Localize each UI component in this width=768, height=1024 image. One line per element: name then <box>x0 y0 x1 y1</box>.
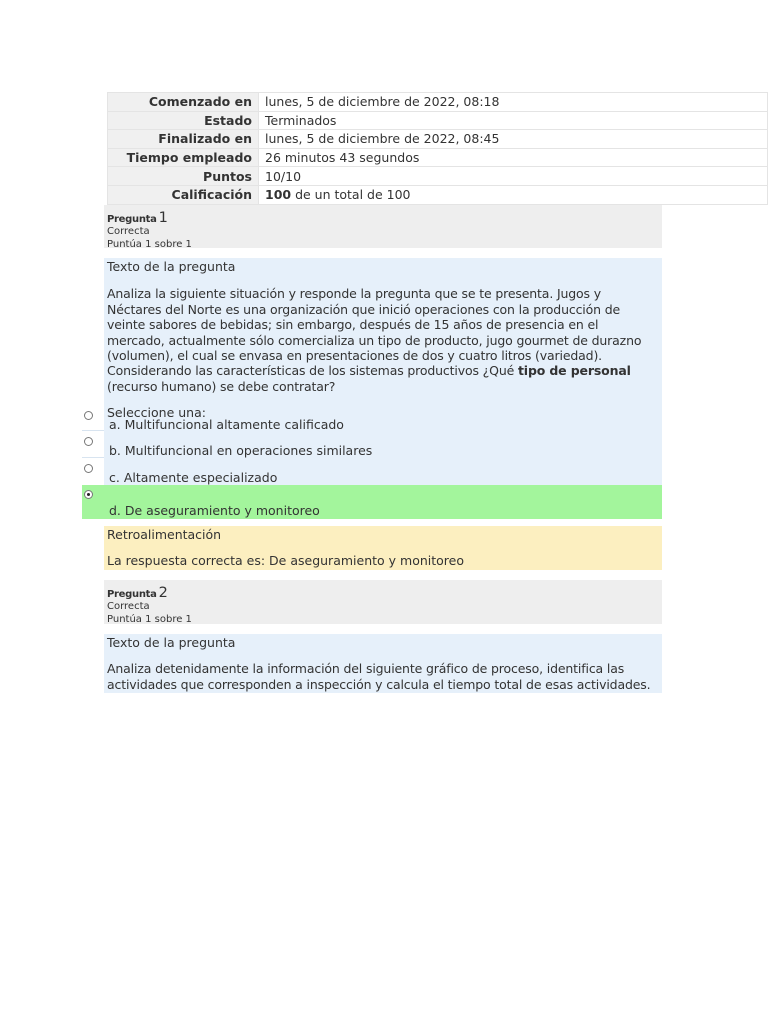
summary-key: Puntos <box>108 167 259 186</box>
question-text-heading: Texto de la pregunta <box>107 259 236 274</box>
question-prompt: Seleccione una: <box>107 405 206 421</box>
option-a-radio[interactable] <box>84 411 93 420</box>
question-status: Correcta <box>107 226 150 237</box>
question-label: Pregunta <box>107 214 157 225</box>
option-c-label[interactable]: c. Altamente especializado <box>109 470 278 485</box>
summary-row-started <box>108 93 768 112</box>
question-body-bold: tipo de personal <box>517 363 631 379</box>
question-score: Puntúa 1 sobre 1 <box>107 238 192 250</box>
feedback-text: La respuesta correcta es: De aseguramiento y monitoreo <box>107 553 464 568</box>
grade-total: de un total de 100 <box>291 187 411 203</box>
option-c-radio[interactable] <box>84 464 93 473</box>
question-1-feedback <box>104 526 662 570</box>
summary-value: Terminados <box>259 111 768 130</box>
summary-value: 10/10 <box>259 167 768 186</box>
question-number: 1 <box>158 210 168 226</box>
summary-row-state <box>108 111 768 130</box>
question-body-part2: (recurso humano) se debe contratar? <box>107 378 336 394</box>
question-body-part1: Analiza la siguiente situación y responde la pregunta que se te presenta. Jugos y Néctares del Norte es una organización que inició operaciones con la producción de veinte sabores de bebidas; sin embargo, después de 15 años de presencia en el mercado, actualmente sólo comercializa un tipo de producto, jugo gourmet de durazno (volumen), el cual se envasa en presentaciones de dos y cuatro litros (variedad). Considerando las características de los sistemas productivos ¿Qué <box>107 286 642 379</box>
summary-value: 26 minutos 43 segundos <box>259 148 768 167</box>
question-number: 2 <box>158 585 168 601</box>
question-body <box>107 286 659 394</box>
attempt-summary-table <box>107 92 768 205</box>
option-separator <box>82 457 104 458</box>
option-d-label[interactable]: d. De aseguramiento y monitoreo <box>109 503 320 518</box>
question-label: Pregunta <box>107 589 157 600</box>
summary-key: Comenzado en <box>108 93 259 112</box>
question-text-heading: Texto de la pregunta <box>107 635 236 650</box>
summary-row-finished <box>108 130 768 149</box>
summary-key: Finalizado en <box>108 130 259 149</box>
option-separator <box>82 430 104 431</box>
summary-value: lunes, 5 de diciembre de 2022, 08:45 <box>259 130 768 149</box>
summary-value: lunes, 5 de diciembre de 2022, 08:18 <box>259 93 768 112</box>
question-1-info <box>104 205 662 248</box>
summary-key: Estado <box>108 111 259 130</box>
feedback-heading: Retroalimentación <box>107 527 222 542</box>
summary-row-grade <box>108 185 768 204</box>
grade-value: 100 <box>265 187 292 203</box>
summary-key: Calificación <box>108 185 259 204</box>
question-2-info <box>104 580 662 624</box>
option-b-label[interactable]: b. Multifuncional en operaciones similares <box>109 443 373 458</box>
summary-row-points <box>108 167 768 186</box>
option-b-radio[interactable] <box>84 437 93 446</box>
summary-row-time <box>108 148 768 167</box>
question-2-text <box>104 634 662 693</box>
summary-value <box>259 185 768 204</box>
option-d-radio-selected[interactable] <box>84 490 93 499</box>
question-status: Correcta <box>107 601 150 612</box>
summary-key: Tiempo empleado <box>108 148 259 167</box>
question-score: Puntúa 1 sobre 1 <box>107 613 192 625</box>
option-a-label[interactable]: a. Multifuncional altamente calificado <box>109 417 344 432</box>
question-body: Analiza detenidamente la información del siguiente gráfico de proceso, identifica las actividades que corresponden a inspección y calcula el tiempo total de esas actividades. <box>107 661 651 692</box>
